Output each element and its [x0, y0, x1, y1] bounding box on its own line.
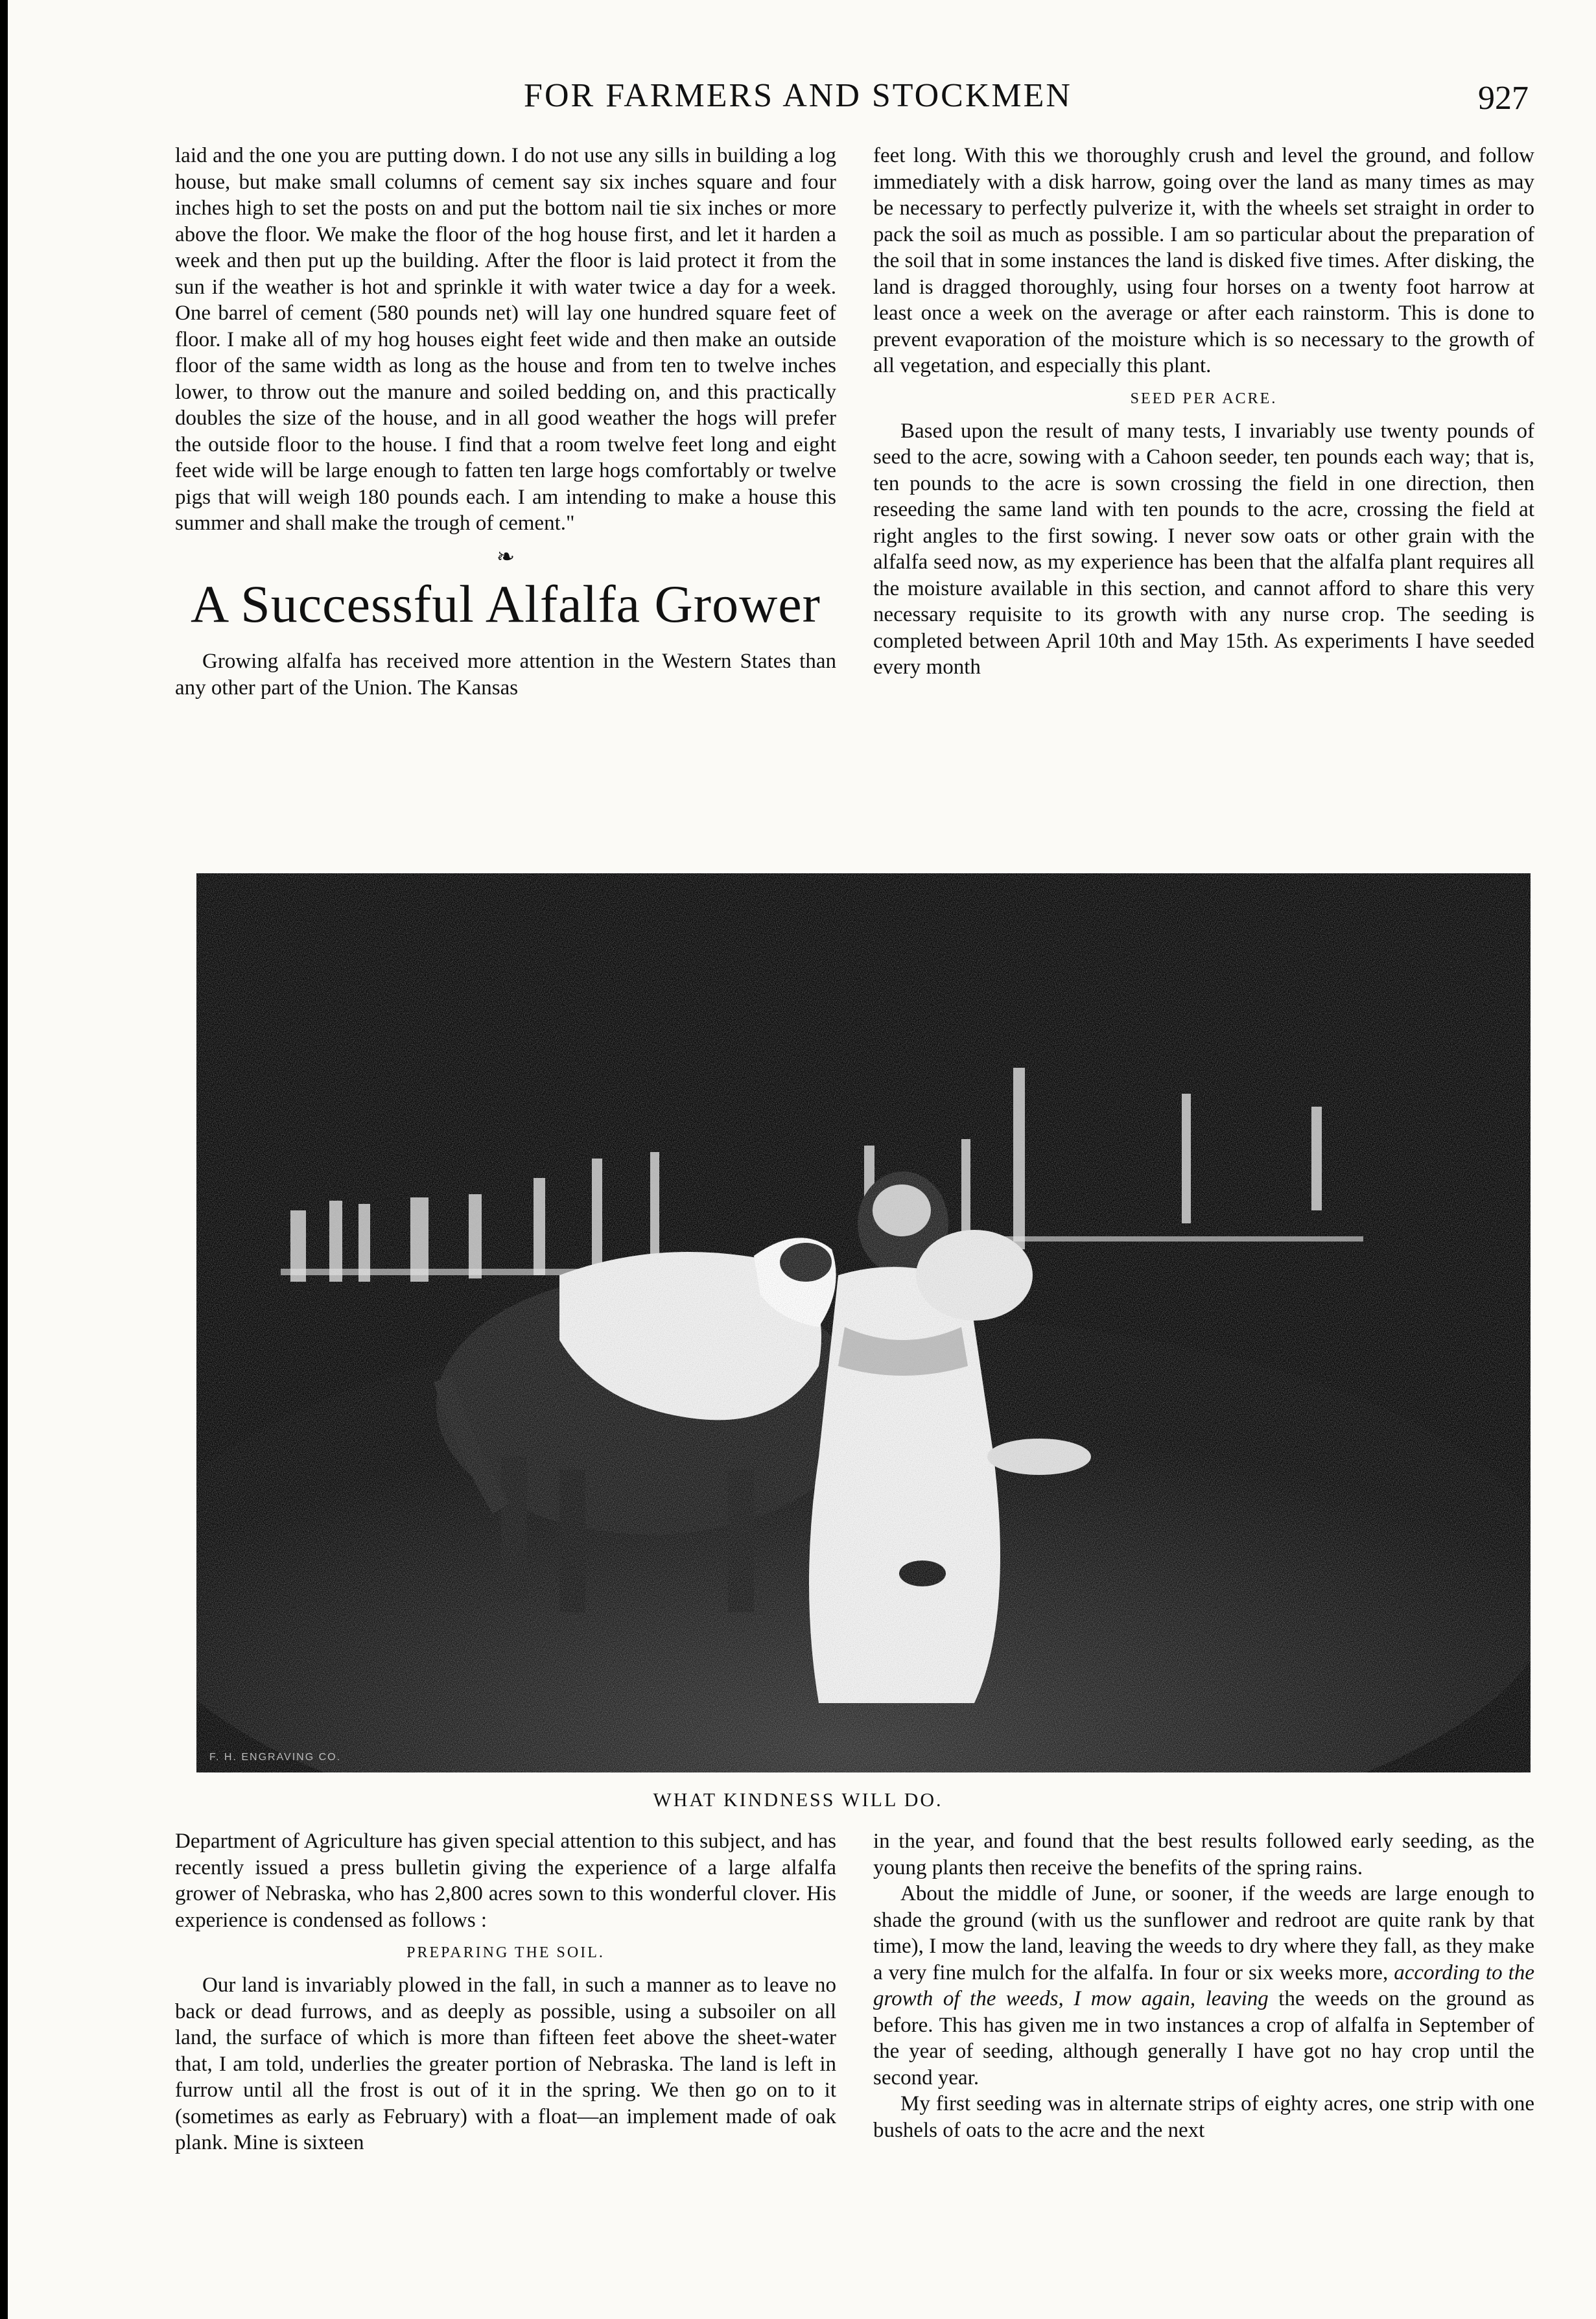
paragraph: Growing alfalfa has received more attention in the Western States than any other part of the Union. The Kansas [175, 650, 836, 700]
text-run: About the middle of June, or sooner, if the weeds are large enough to shade the ground (with us the sunflower and redroot are quite rank by that time), I mow the land, leaving the weeds to dry where they fall, as they make a very fine mulch for the alfalfa. In four or six weeks more, [873, 1882, 1534, 1984]
paragraph: in the year, and found that the best results followed early seeding, as the young plants then receive the benefits of the spring rains. [873, 1830, 1534, 1879]
engraver-mark: F. H. ENGRAVING CO. [209, 1752, 342, 1763]
text-run: the weeds on the ground as before. This has given me in two instances a crop of alfalfa in September of the year of seeding, although generally I have got no hay crop until the second year. [873, 1987, 1535, 2089]
paragraph: Our land is invariably plowed in the fall, in such a manner as to leave no back or dead furrows, and as deeply as possible, using a subsoiler on all land, the surface of which is more than fifteen feet above the sheet-water that, I am told, underlies the greater portion of Nebraska. The land is left in furrow until all the frost is out of it in the spring. We then go on to it (sometimes as early as February) with a float—an implement made of oak plank. Mine is sixteen [175, 1973, 836, 2154]
halftone-photo [196, 873, 1531, 1772]
paragraph: Based upon the result of many tests, I invariably use twenty pounds of seed to the acre, sowing with a Cahoon seeder, ten pounds each way; that is, ten pounds to the acre is sown crossing the field in one direction, then reseeding the same land with ten pounds to the acre, crossing the field at right angles to the first sowing. I never sow oats or other grain with the alfalfa seed now, as my experience has been that the alfalfa plant requires all the moisture available in this section, and cannot afford to share this very necessary requisite to its growth with any nurse crop. The seeding is completed between April 10th and May 15th. As experiments I have seeded every month [873, 419, 1534, 679]
paragraph: My first seeding was in alternate strips of eighty acres, one strip with one bushels of oats to the acre and the next [873, 2092, 1534, 2142]
italic-text-run: according to the growth of the weeds, I mow again, leaving [873, 1960, 1534, 2010]
paragraph: laid and the one you are putting down. I do not use any sills in building a log house, but make small columns of cement say six inches square and four inches high to set the posts on and put the bottom nail tie six inches or more above the floor. We make the floor of the hog house first, and let it harden a week and then put up the building. After the floor is laid protect it from the sun if the weather is hot and sprinkle it with water twice a day for a week. One barrel of cement (580 pounds net) will lay one hundred square feet of floor. I make all of my hog houses eight feet wide and then make an outside floor of the same width as long as the house and from ten to twelve inches lower, to throw out the manure and soiled bedding on, and this practically doubles the size of the house, and in all good weather the hogs will prefer the outside floor to the house. I find that a room twelve feet long and eight feet wide will be large enough to fatten ten large hogs comfortably or twelve pigs that will weigh 180 pounds each. I am intending to make a house this summer and shall make the trough of cement." [175, 144, 836, 535]
paragraph: Department of Agriculture has given special attention to this subject, and has recently issued a press bulletin giving the experience of a large alfalfa grower of Nebraska, who has 2,800 acres sown to this wonderful clover. His experience is condensed as follows : [175, 1830, 836, 1932]
running-header: FOR FARMERS AND STOCKMEN [524, 77, 1072, 114]
column-bottom-right [873, 1828, 1534, 2143]
page-number: 927 [1478, 80, 1529, 117]
paragraph: feet long. With this we thoroughly crush and level the ground, and follow immediately with a disk harrow, going over the land as many times as may be necessary to perfectly pulverize it, with the wheels set straight in order to pack the soil as much as possible. I am so particular about the preparation of the soil that in some instances the land is disked five times. After disking, the land is dragged thoroughly, using four horses on a twenty foot harrow at least once a week on the average or after each rainstorm. This is done to prevent evaporation of the moisture which is so necessary to the growth of all vegetation, and especially this plant. [873, 144, 1534, 377]
section-heading: SEED PER ACRE. [1130, 390, 1278, 407]
binding-edge [0, 0, 8, 2319]
column-top-right [873, 143, 1534, 681]
article-title: A Successful Alfalfa Grower [190, 574, 821, 633]
paragraph [873, 1881, 1534, 2091]
photo-caption: WHAT KINDNESS WILL DO. [653, 1789, 943, 1811]
photo-illustration [196, 873, 1531, 1772]
column-top-left [175, 143, 836, 701]
section-heading: PREPARING THE SOIL. [406, 1944, 605, 1961]
column-bottom-left [175, 1828, 836, 2156]
ornament-icon: ❧ [496, 545, 515, 569]
